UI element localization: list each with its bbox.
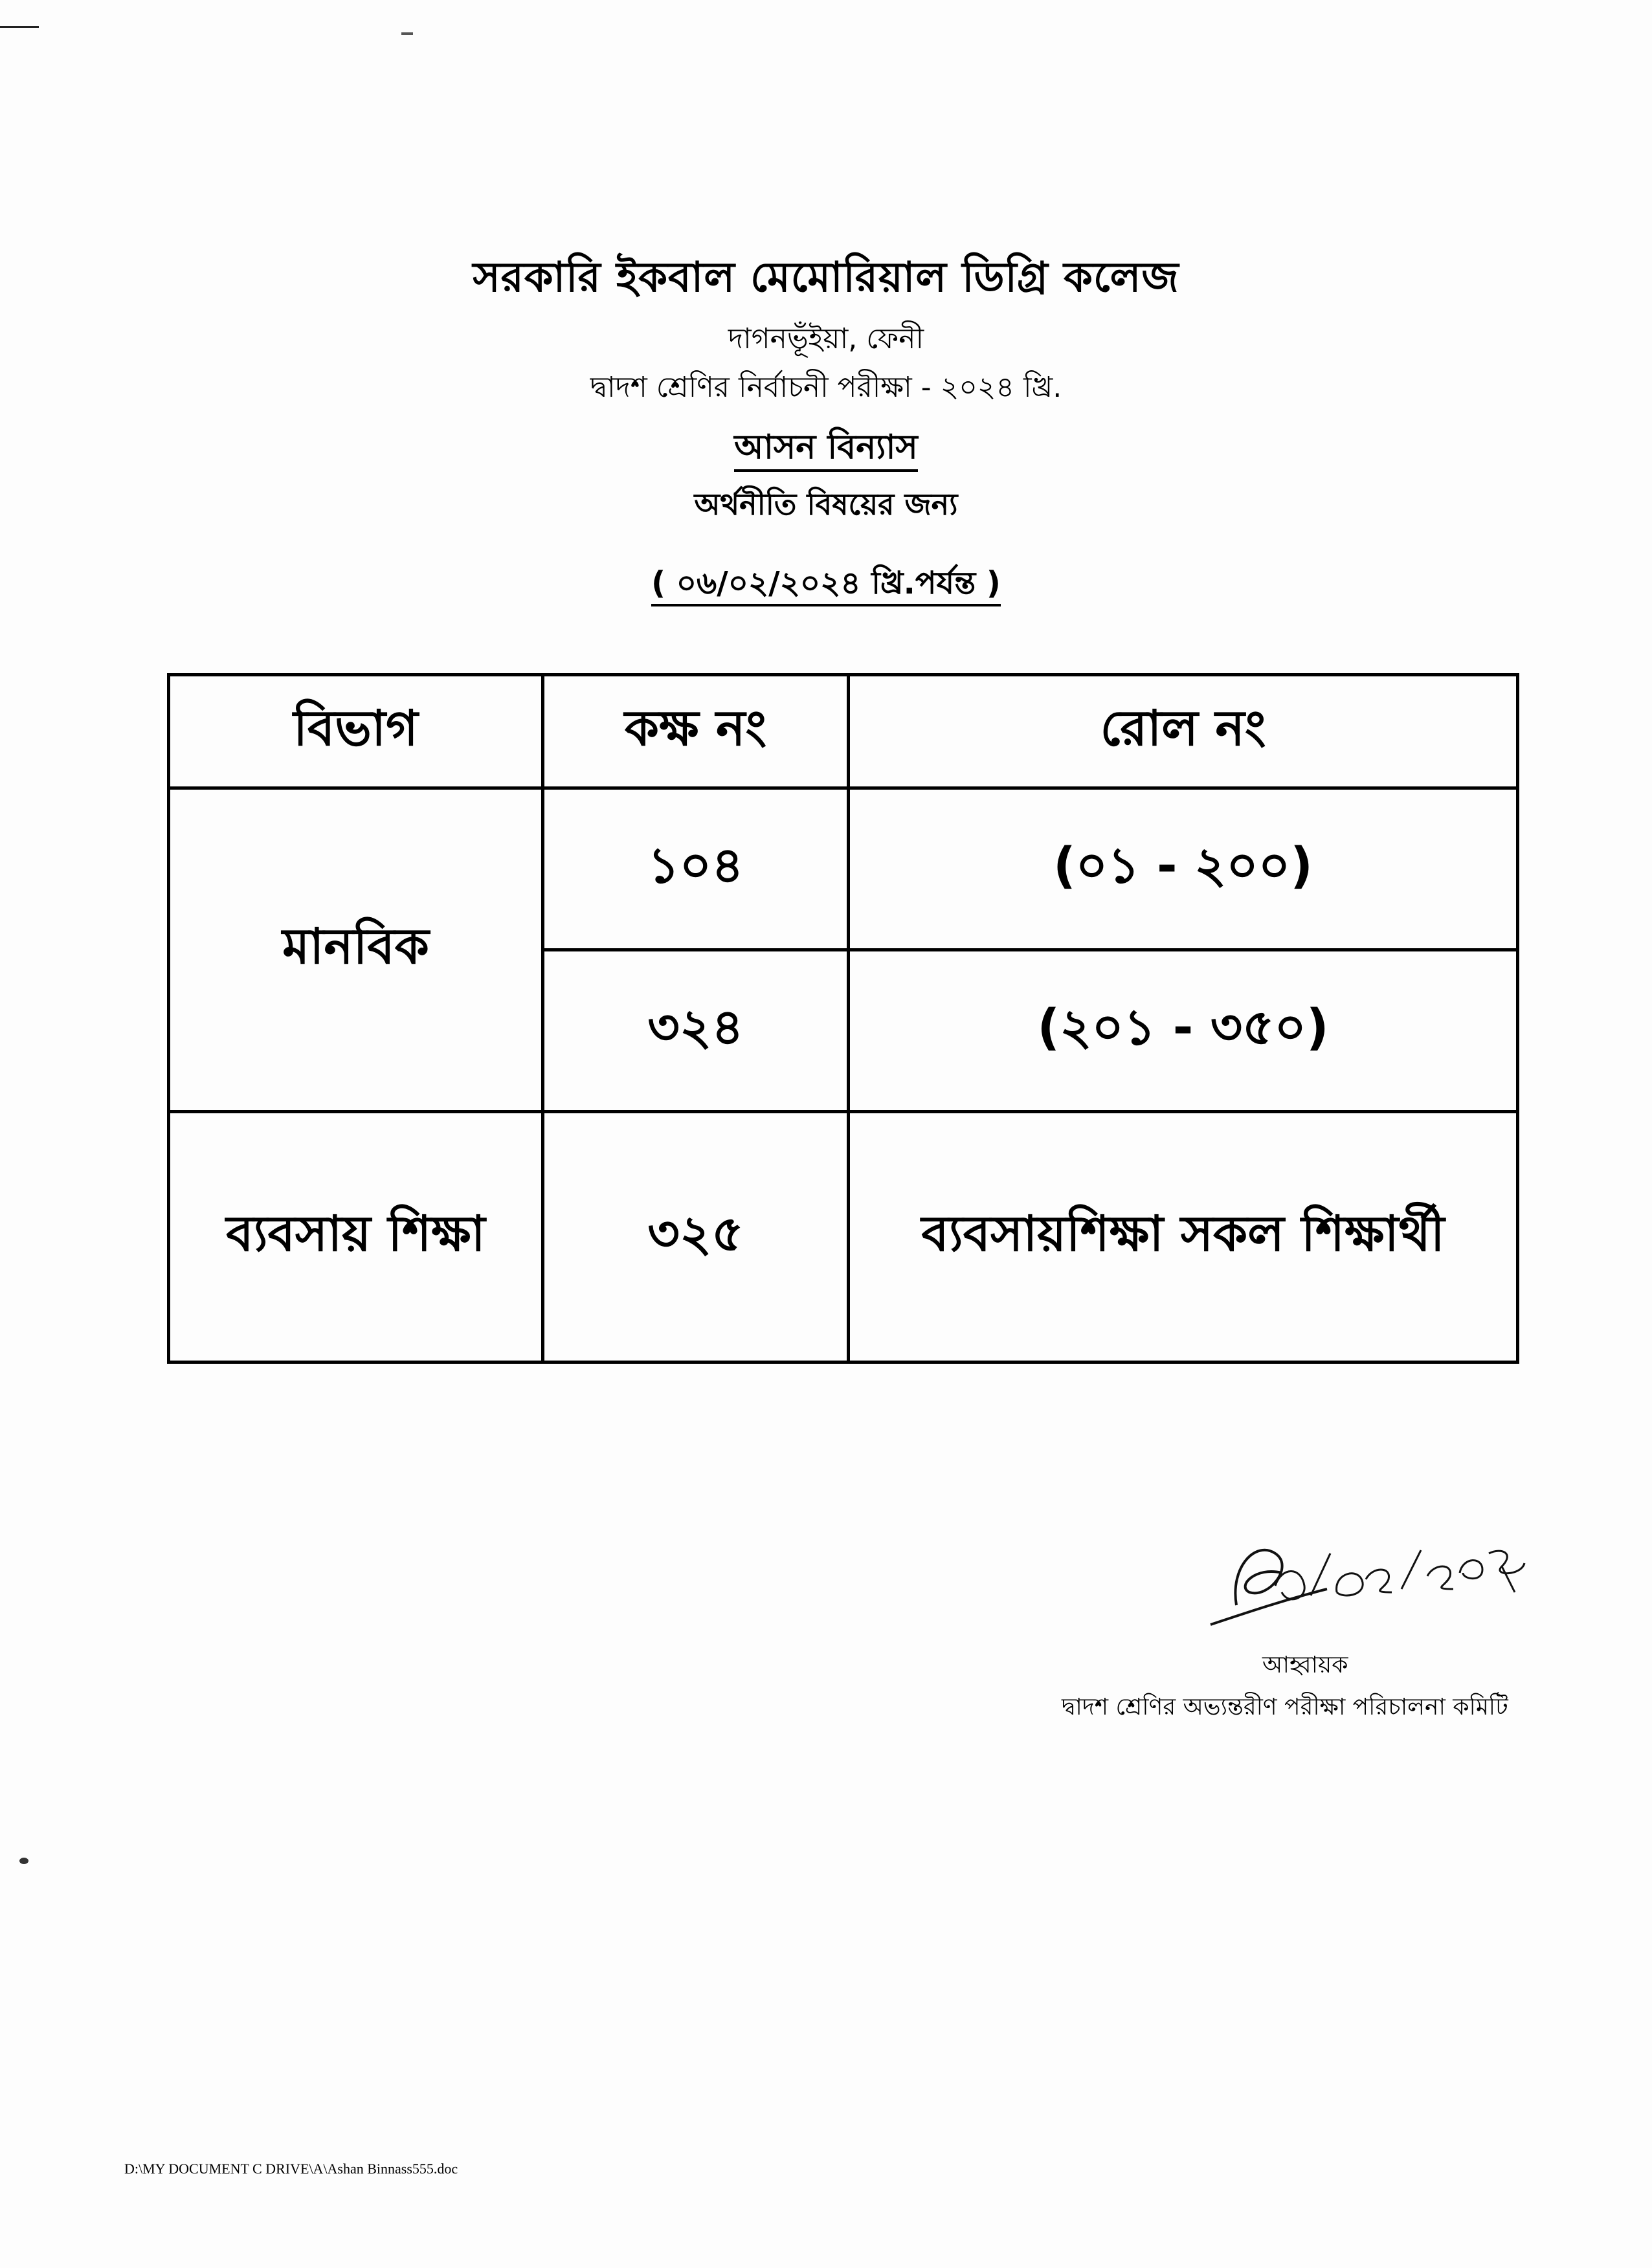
convener-label: আহ্বায়ক (1262, 1652, 1348, 1678)
scan-speck (401, 32, 413, 35)
cell-roll: ব্যবসায়শিক্ষা সকল শিক্ষার্থী (849, 1112, 1518, 1362)
cell-department: ব্যবসায় শিক্ষা (169, 1112, 543, 1362)
college-location: দাগনভূঁইয়া, ফেনী (728, 322, 924, 355)
cell-room: ৩২৫ (543, 1112, 849, 1362)
cell-roll: (২০১ - ৩৫০) (849, 950, 1518, 1112)
cell-department: মানবিক (169, 788, 543, 1112)
header-roll: রোল নং (849, 675, 1518, 788)
handwritten-signature (1198, 1528, 1534, 1644)
seat-plan-title-text: আসন বিন্যাস (734, 428, 918, 472)
signature-scribble (1198, 1528, 1534, 1644)
cell-room: ১০৪ (543, 788, 849, 950)
file-path-footer: D:\MY DOCUMENT C DRIVE\A\Ashan Binnass555.doc (124, 2161, 458, 2177)
header-room: কক্ষ নং (543, 675, 849, 788)
date-line-text: ( ০৬/০২/২০২৪ খ্রি.পর্যন্ত ) (651, 565, 1001, 606)
date-line (0, 560, 1652, 611)
table-header-row (169, 675, 1518, 788)
cell-roll: (০১ - ২০০) (849, 788, 1518, 950)
seat-plan-title (0, 421, 1652, 477)
table-row (169, 1112, 1518, 1362)
seat-plan-table (167, 673, 1519, 1364)
header-department: বিভাগ (169, 675, 543, 788)
scan-edge-mark (0, 26, 39, 28)
college-name: সরকারি ইকবাল মেমোরিয়াল ডিগ্রি কলেজ (473, 254, 1179, 302)
exam-title: দ্বাদশ শ্রেণির নির্বাচনী পরীক্ষা - ২০২৪ খ্রি. (590, 371, 1062, 404)
subject-line: অর্থনীতি বিষয়ের জন্য (694, 487, 958, 522)
table-row (169, 788, 1518, 950)
cell-room: ৩২৪ (543, 950, 849, 1112)
committee-label: দ্বাদশ শ্রেণির অভ্যন্তরীণ পরীক্ষা পরিচালনা কমিটি (1062, 1694, 1508, 1720)
scan-speck (19, 1858, 28, 1864)
